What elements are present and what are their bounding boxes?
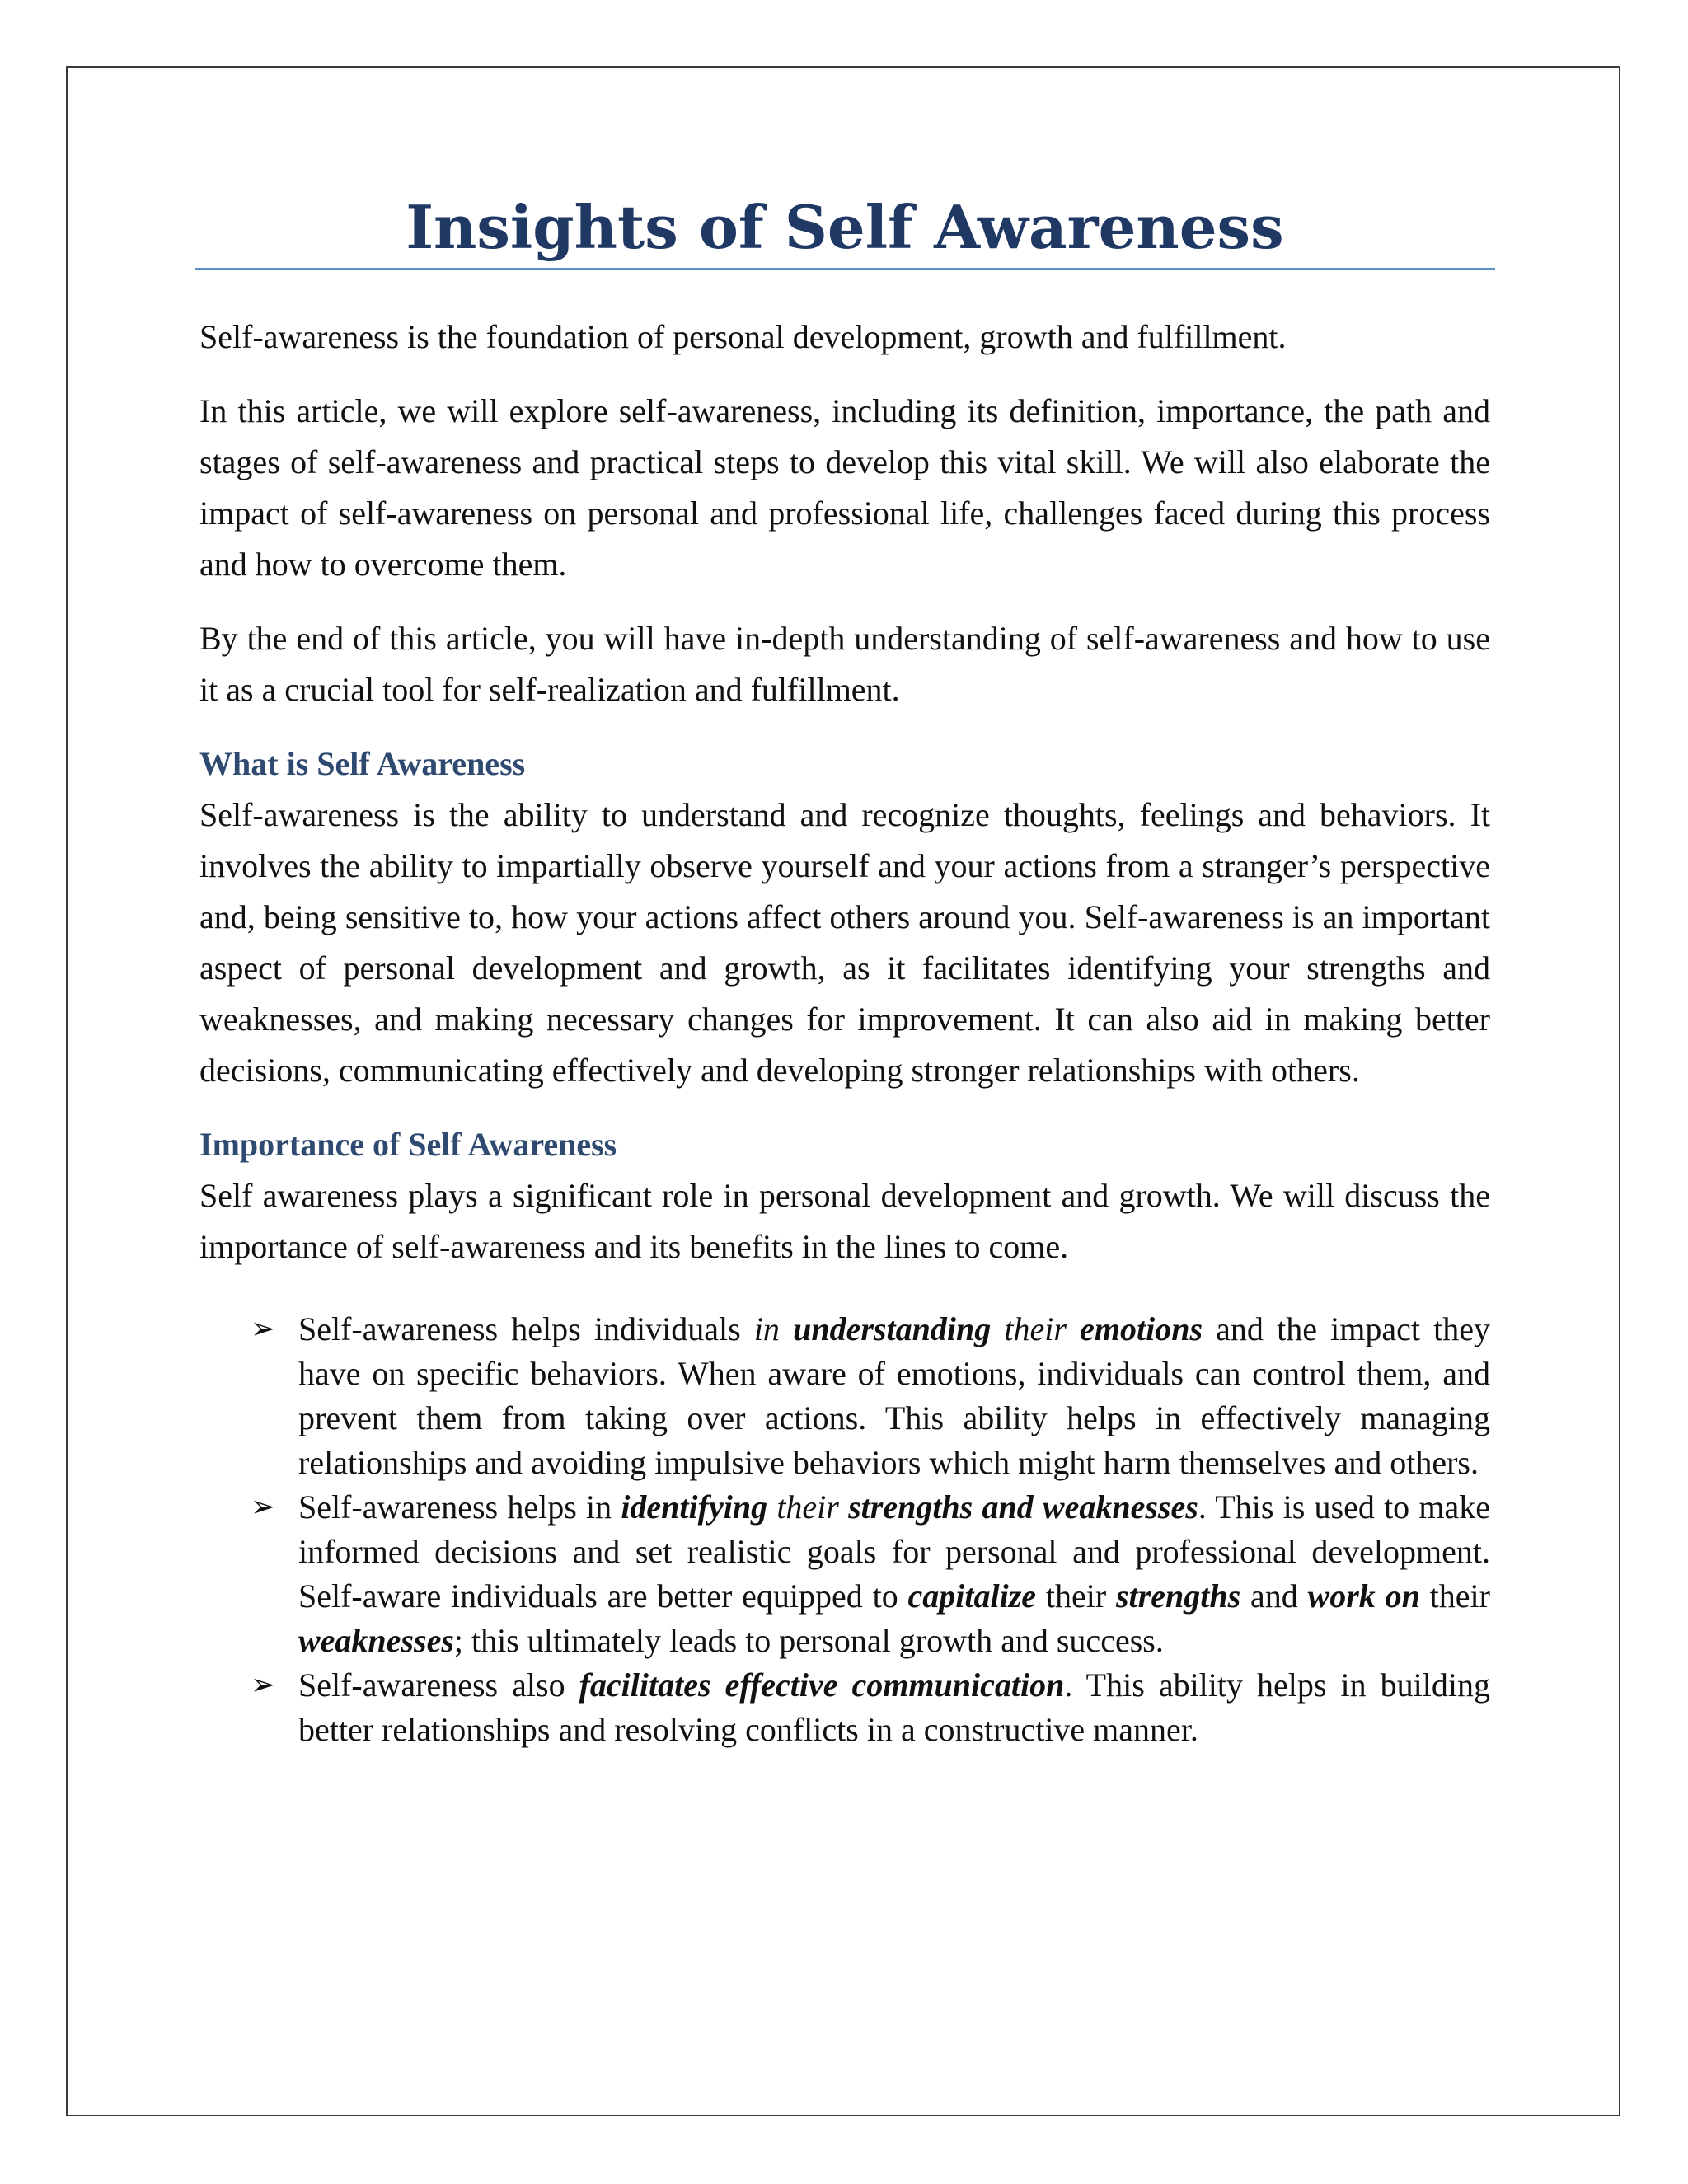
intro-paragraph-3: By the end of this article, you will have in-depth understanding of self-awareness and how to use it as a crucial tool for self-realization and fulfillment. [199,620,1490,709]
arrow-bullet-icon: ➢ [251,1668,276,1703]
page-title: Insights of Self Awareness [406,192,1284,262]
arrow-bullet-icon: ➢ [251,1490,276,1525]
section-importance-body: Self awareness plays a significant role in personal development and growth. We will discuss the importance of self-awareness and its benefits in the lines to come. [199,1177,1490,1266]
list-item: ➢ Self-awareness helps individuals in understanding their emotions and the impact they have on specific behaviors. When aware of emotions, individuals can control them, and prevent them from taking over actions. This ability helps in effectively managing relationships and avoiding impulsive behaviors which might harm themselves and others. [199,1307,1490,1485]
section-what-is-body: Self-awareness is the ability to understand and recognize thoughts, feelings and behaviors. It involves the ability to impartially observe yourself and your actions from a stranger’s perspective and, being sensitive to, how your actions affect others around you. Self-awareness is an important aspect of personal development and growth, as it facilitates identifying your strengths and weaknesses, and making necessary changes for improvement. It can also aid in making better decisions, communicating effectively and developing stronger relationships with others. [199,796,1490,1090]
section-heading-importance: Importance of Self Awareness [199,1126,617,1164]
intro-paragraph-2: In this article, we will explore self-awareness, including its definition, importance, the path and stages of self-awareness and practical steps to develop this vital skill. We will also elaborate the impact of self-awareness on personal and professional life, challenges faced during this process and how to overcome them. [199,392,1490,583]
arrow-bullet-icon: ➢ [251,1312,276,1347]
intro-paragraph-1: Self-awareness is the foundation of personal development, growth and fulfillment. [199,318,1287,356]
title-underline [195,268,1495,270]
list-item: ➢ Self-awareness also facilitates effective communication. This ability helps in building better relationships and resolving conflicts in a constructive manner. [199,1663,1490,1752]
section-heading-what-is: What is Self Awareness [199,745,526,783]
document-body [199,194,1490,1752]
importance-bullet-list [199,1307,1490,1752]
list-item: ➢ Self-awareness helps in identifying their strengths and weaknesses. This is used to make informed decisions and set realistic goals for personal and professional development. Self-aware individuals are better equipped to capitalize their strengths and work on their weaknesses; this ultimately leads to personal growth and success. [199,1485,1490,1663]
